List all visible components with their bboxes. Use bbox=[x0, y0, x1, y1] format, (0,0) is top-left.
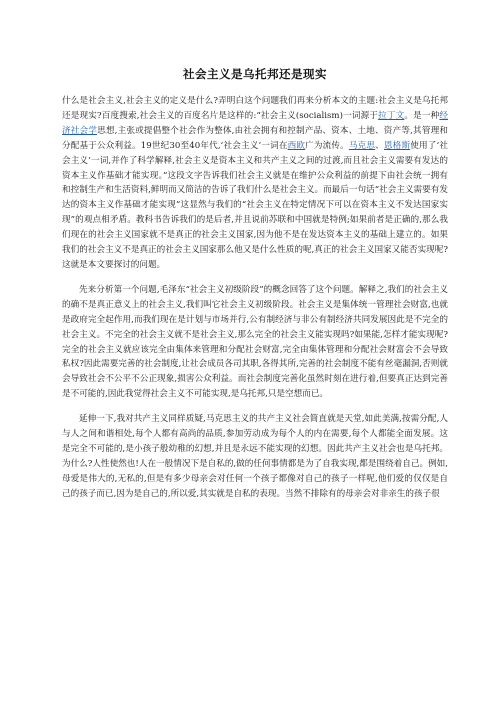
text-link[interactable]: 经济社会学 bbox=[62, 110, 448, 136]
text-link[interactable]: 恩格斯 bbox=[383, 140, 411, 151]
text-segment: 思想,主张或提倡整个社会作为整体,由社会拥有和控制产品、资本、土地、资产等,其管理和分配基于公众利益。19世纪30至40年代,‘社会主义’一词在 bbox=[62, 125, 448, 151]
text-link[interactable]: 西欧 bbox=[287, 140, 306, 151]
paragraph-2: 先来分析第一个问题,毛泽东“社会主义初级阶段”的概念回答了这个问题。解释之,我们的社会主义的确不是真正意义上的社会主义,我们叫它社会主义初级阶段。社会主义是集体统一管理社会财富,也就是政府完全起作用,而我们现在是计划与市场并行,公有制经济与非公有制经济共同发展因此是不完全的社会主义。不完全的社会主义就不是社会主义,那么完全的社会主义能实现吗?如果能,怎样才能实现呢?完全的社会主义就应该完全由集体来管理和分配社会财富,完全由集体管理和分配社会财富会不会导致私权?因此需要完善的社会制度,让社会成员各司其职,各得其所,完善的社会制度不能有丝毫漏洞,否则就会导致社会不公平不公正现象,损害公众利益。而社会制度完善化虽然时刻在进行着,但要真正达到完善是不可能的,因此我觉得社会主义不可能实现,是乌托邦,只是空想而已。 bbox=[62, 284, 448, 400]
text-segment: 什么是社会主义,社会主义的定义是什么?弄明白这个问题我们再来分析本文的主题:社会主义是乌托邦还是现实?百度搜索,社会主义的百度名片是这样的:“社会主义(socialism)一词源于 bbox=[62, 96, 448, 121]
text-segment: 广为流传。 bbox=[305, 140, 349, 151]
text-link[interactable]: 马克思 bbox=[348, 140, 376, 151]
text-link[interactable]: 拉丁文 bbox=[378, 110, 405, 121]
text-segment: 、 bbox=[375, 140, 384, 151]
text-segment: 。是一种 bbox=[404, 110, 440, 121]
paragraph-1 bbox=[62, 94, 448, 273]
document-title: 社会主义是乌托邦还是现实 bbox=[183, 67, 327, 81]
text-segment: 使用了‘社会主义’一词,并作了科学解释,社会主义是资本主义和共产主义之间的过渡,而且社会主义需要有发达的资本主义作基础才能实现。”这段文字告诉我们社会主义就是在维护公众利益的前提下由社会统一拥有和控制生产和生活资料,鲜明而又简洁的告诉了我们什么是社会主义。而最后一句话“社会主义需要有发达的资本主义作基础才能实现”这显然与我们的“社会主义在特定情况下可以在资本主义不发达国家实现”的观点相矛盾。教科书告诉我们的是后者,并且说前苏联和中国就是特例;如果前者是正确的,那么我们现在的社会主义国家就不是真正的社会主义国家,因为他不是在发达资本主义的基础上建立的。如果我们的社会主义不是真正的社会主义国家那么他又是什么性质的呢,真正的社会主义国家又能否实现呢?这就是本文要探讨的问题。 bbox=[62, 140, 448, 270]
paragraph-3: 延伸一下,我对共产主义同样质疑,马克思主义的共产主义社会简直就是天堂,如此美满,按需分配,人与人之间和谐相处,每个人都有高尚的品质,参加劳动成为每个人的内在需要,每个人都能全面发展。这是完全不可能的,是小孩子般幼稚的幻想,并且是永远不能实现的幻想。因此共产主义社会也是乌托邦。为什么?人性使然也!人在一般情况下是自私的,做的任何事情都是为了自我实现,都是围绕着自己。例如,母爱是伟大的,无私的,但是有多少母亲会对任何一个孩子都像对自己的孩子一样呢,他们爱的仅仅是自己的孩子而已,因为是自己的,所以爱,其实就是自私的表现。当然不排除有的母亲会对非亲生的孩子很 bbox=[62, 414, 448, 499]
